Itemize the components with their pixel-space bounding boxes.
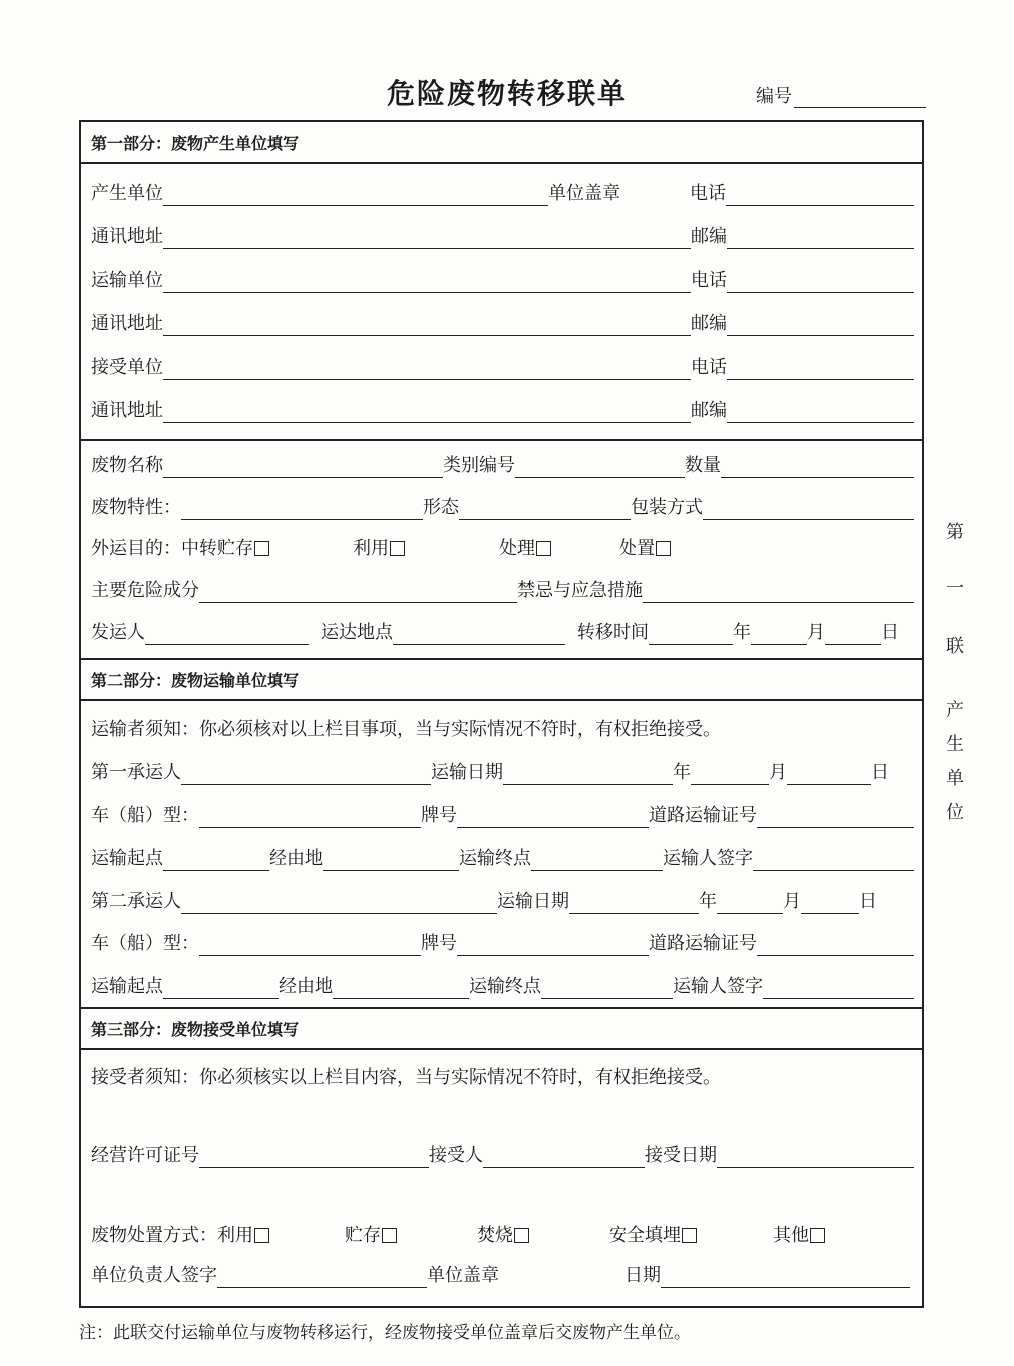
packaging-label: 包装方式 [631,497,703,518]
receiver-field[interactable] [163,357,691,380]
address-label: 通讯地址 [91,400,163,421]
phone-field[interactable] [727,270,914,293]
hazard-label: 主要危险成分 [91,580,199,601]
address-field[interactable] [163,226,691,249]
address-label: 通讯地址 [91,313,163,334]
signature2-field[interactable] [763,976,914,999]
vehicle2-field[interactable] [199,933,421,956]
month-label: 月 [783,891,801,912]
terminus-label: 运输终点 [459,848,531,869]
origin1-field[interactable] [163,848,269,871]
dispose-checkbox[interactable] [656,541,671,556]
hazard-row [91,577,914,603]
transport-date-label: 运输日期 [431,762,503,783]
waste-name-label: 废物名称 [91,455,163,476]
license-row [91,1142,914,1168]
postcode-field[interactable] [727,226,914,249]
day-label: 日 [881,622,899,643]
side-label-char: 位 [946,802,964,823]
shipper-field[interactable] [145,622,309,645]
receive-date-label: 接受日期 [645,1145,717,1166]
destination-field[interactable] [393,622,565,645]
side-label-char: 单 [946,768,964,789]
transport-notice-row [91,716,914,742]
form-field[interactable] [459,497,631,520]
signature-label: 运输人签字 [663,848,753,869]
side-label-char: 生 [946,734,964,755]
permit-label: 道路运输证号 [649,805,757,826]
origin2-field[interactable] [163,976,279,999]
serial-number [756,82,926,108]
quantity-field[interactable] [721,455,914,478]
destination-label: 运达地点 [321,622,393,643]
serial-label: 编号 [756,86,792,107]
producer-row [91,180,914,206]
transfer-year-field[interactable] [649,622,733,645]
landfill-checkbox[interactable] [682,1228,697,1243]
carrier2-year-field[interactable] [569,891,699,914]
signature1-field[interactable] [753,848,914,871]
postcode-field[interactable] [727,313,914,336]
day-label: 日 [871,762,889,783]
stamp-label: 单位盖章 [427,1265,499,1286]
taboo-label: 禁忌与应急措施 [517,580,643,601]
transporter-address-row [91,310,914,336]
license-label: 经营许可证号 [91,1145,199,1166]
stamp-label: 单位盖章 [548,183,620,204]
purpose-row [91,535,914,561]
address-field[interactable] [163,313,691,336]
producer-field[interactable] [163,183,548,206]
category-no-field[interactable] [515,455,685,478]
packaging-field[interactable] [703,497,914,520]
waste-name-row [91,452,914,478]
incinerate-checkbox[interactable] [514,1228,529,1243]
treat-label: 处理 [499,538,535,559]
carrier2-month-field[interactable] [717,891,783,914]
method-label: 废物处置方式：利用 [91,1225,253,1246]
part2-heading: 第二部分：废物运输单位填写 [81,659,922,701]
shipper-label: 发运人 [91,622,145,643]
transfer-time-label: 转移时间 [577,622,649,643]
phone-field[interactable] [726,183,914,206]
terminus-label: 运输终点 [469,976,541,997]
waste-property-row [91,494,914,520]
permit-label: 道路运输证号 [649,933,757,954]
carrier1-label: 第一承运人 [91,762,181,783]
route2-row [91,973,914,999]
quantity-label: 数量 [685,455,721,476]
taboo-field[interactable] [643,580,914,603]
receive-notice-row [91,1064,914,1090]
permit1-field[interactable] [757,805,914,828]
method-row [91,1222,914,1248]
carrier2-field[interactable] [181,891,497,914]
signature-label: 运输人签字 [673,976,763,997]
category-no-label: 类别编号 [443,455,515,476]
use-checkbox[interactable] [390,541,405,556]
waste-name-field[interactable] [163,455,443,478]
footnote: 注：此联交付运输单位与废物转移运行，经废物接受单位盖章后交废物产生单位。 [79,1323,691,1343]
vehicle-label: 车（船）型： [91,805,199,826]
receive-date-field[interactable] [717,1145,914,1168]
vehicle2-row [91,930,914,956]
date-label: 日期 [625,1265,661,1286]
vehicle-label: 车（船）型： [91,933,199,954]
address-field[interactable] [163,400,691,423]
side-label-char: 产 [946,700,964,721]
form-title: 危险废物转移联单 [386,77,627,110]
address-label: 通讯地址 [91,226,163,247]
via-label: 经由地 [279,976,333,997]
dispose-label: 处置 [619,538,655,559]
plate2-field[interactable] [457,933,649,956]
head-sign-row [91,1262,914,1288]
year-label: 年 [673,762,691,783]
postcode-label: 邮编 [691,400,727,421]
receiver-field[interactable] [483,1145,645,1168]
receiver-label: 接受人 [429,1145,483,1166]
storage-label: 贮存 [345,1225,381,1246]
transfer-form [79,120,924,1308]
via1-field[interactable] [323,848,459,871]
phone-label: 电话 [690,183,726,204]
serial-field[interactable] [794,87,926,108]
carrier1-row [91,759,914,785]
route1-row [91,845,914,871]
transporter-field[interactable] [163,270,691,293]
carrier1-year-field[interactable] [503,762,673,785]
receiver-address-row [91,397,914,423]
plate-label: 牌号 [421,933,457,954]
treat-checkbox[interactable] [536,541,551,556]
date-field[interactable] [661,1265,910,1288]
transfer-month-field[interactable] [751,622,807,645]
shipper-row [91,619,914,645]
plate1-field[interactable] [457,805,649,828]
incinerate-label: 焚烧 [477,1225,513,1246]
year-label: 年 [733,622,751,643]
license-field[interactable] [199,1145,429,1168]
receiver-row [91,354,914,380]
storage-checkbox[interactable] [382,1228,397,1243]
transport-notice: 运输者须知：你必须核对以上栏目事项，当与实际情况不符时，有权拒绝接受。 [91,719,721,740]
transporter-label: 运输单位 [91,270,163,291]
landfill-label: 安全填埋 [609,1225,681,1246]
carrier1-day-field[interactable] [787,762,871,785]
carrier1-field[interactable] [181,762,431,785]
carrier1-month-field[interactable] [691,762,769,785]
carrier2-row [91,888,914,914]
part3-heading: 第三部分：废物接受单位填写 [81,1008,922,1050]
terminus2-field[interactable] [541,976,673,999]
transfer-storage-checkbox[interactable] [254,541,269,556]
postcode-field[interactable] [727,400,914,423]
postcode-label: 邮编 [691,313,727,334]
producer-address-row [91,223,914,249]
terminus1-field[interactable] [531,848,663,871]
side-label-char: 第 [946,522,964,543]
transfer-day-field[interactable] [825,622,881,645]
origin-label: 运输起点 [91,976,163,997]
purpose-label: 外运目的：中转贮存 [91,538,253,559]
transport-date-label: 运输日期 [497,891,569,912]
postcode-label: 邮编 [691,226,727,247]
carrier2-day-field[interactable] [801,891,859,914]
month-label: 月 [807,622,825,643]
phone-label: 电话 [691,357,727,378]
origin-label: 运输起点 [91,848,163,869]
phone-field[interactable] [727,357,914,380]
transporter-row [91,267,914,293]
plate-label: 牌号 [421,805,457,826]
via-label: 经由地 [269,848,323,869]
part1-heading: 第一部分：废物产生单位填写 [81,122,922,164]
receive-notice: 接受者须知：你必须核实以上栏目内容，当与实际情况不符时，有权拒绝接受。 [91,1067,721,1088]
month-label: 月 [769,762,787,783]
year-label: 年 [699,891,717,912]
receiver-label: 接受单位 [91,357,163,378]
vehicle1-field[interactable] [199,805,421,828]
use-label: 利用 [353,538,389,559]
vehicle1-row [91,802,914,828]
other-label: 其他 [773,1225,809,1246]
waste-property-field[interactable] [181,497,423,520]
carrier2-label: 第二承运人 [91,891,181,912]
other-checkbox[interactable] [810,1228,825,1243]
side-label-char: 联 [946,636,964,657]
day-label: 日 [859,891,877,912]
head-sign-label: 单位负责人签字 [91,1265,217,1286]
use-checkbox[interactable] [254,1228,269,1243]
phone-label: 电话 [691,270,727,291]
hazard-field[interactable] [199,580,517,603]
side-label-char: 一 [946,578,964,599]
waste-property-label: 废物特性： [91,497,181,518]
producer-label: 产生单位 [91,183,163,204]
divider [81,439,922,441]
permit2-field[interactable] [757,933,914,956]
via2-field[interactable] [333,976,469,999]
form-label: 形态 [423,497,459,518]
head-sign-field[interactable] [217,1265,427,1288]
